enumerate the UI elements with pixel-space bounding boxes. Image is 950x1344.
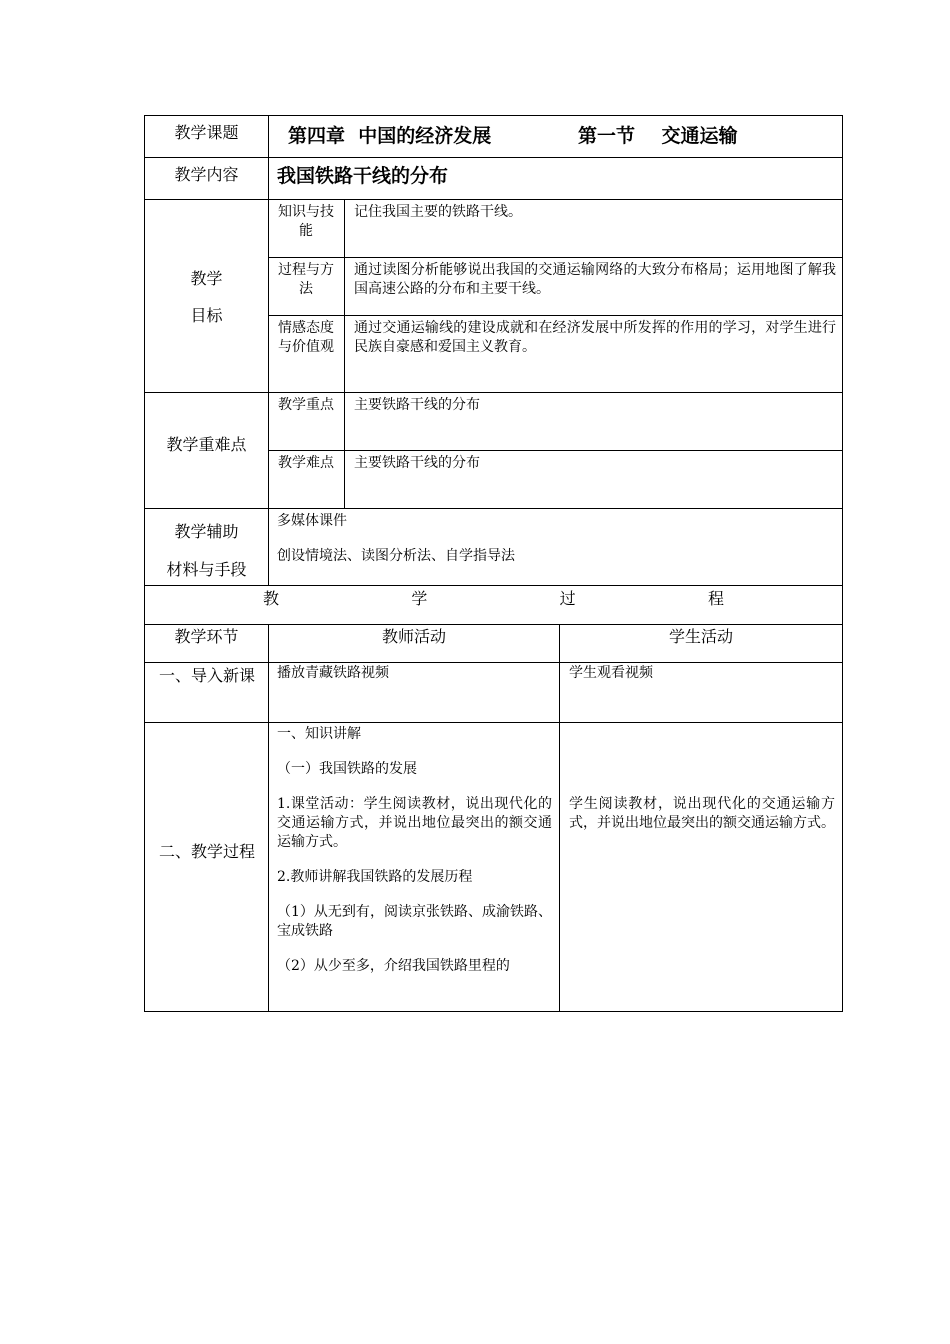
student-activity-intro: 学生观看视频 — [569, 665, 653, 681]
student-activity-process: 学生阅读教材，说出现代化的交通运输方式，并说出地位最突出的额交通运输方式。 — [569, 796, 835, 831]
difficult-point-label: 教学难点 — [278, 455, 334, 471]
difficulty-label: 教学重难点 — [166, 435, 247, 454]
teacher-step-3: 1.课堂活动：学生阅读教材，说出现代化的交通运输方式，并说出地位最突出的额交通运输方式。 — [277, 796, 552, 850]
aids-line2: 创设情境法、读图分析法、自学指导法 — [277, 548, 515, 564]
aids-line1: 多媒体课件 — [277, 513, 347, 529]
content-label: 教学内容 — [174, 165, 239, 184]
col-header-student: 学生活动 — [668, 627, 733, 646]
process-title: 教 学 过 程 — [262, 589, 725, 608]
stage-intro: 一、导入新课 — [158, 666, 255, 685]
objectives-label — [145, 200, 268, 392]
content-value: 我国铁路干线的分布 — [277, 165, 449, 187]
aids-label-line2: 材料与手段 — [166, 560, 247, 579]
teacher-step-2: （一）我国铁路的发展 — [277, 761, 417, 777]
key-point-label: 教学重点 — [278, 397, 334, 413]
aids-label — [145, 509, 268, 585]
teacher-step-6: （2）从少至多，介绍我国铁路里程的 — [277, 958, 510, 974]
col-header-stage: 教学环节 — [174, 627, 239, 646]
topic-section: 第一节 交通运输 — [578, 125, 738, 147]
stage-process: 二、教学过程 — [158, 842, 255, 861]
objective-text-emotion: 通过交通运输线的建设成就和在经济发展中所发挥的作用的学习，对学生进行民族自豪感和爱国主义教育。 — [354, 320, 836, 355]
objective-label-knowledge: 知识与技能 — [278, 204, 334, 239]
col-header-teacher: 教师活动 — [381, 627, 446, 646]
teacher-activity-intro: 播放青藏铁路视频 — [277, 665, 389, 681]
objective-label-emotion: 情感态度与价值观 — [278, 320, 334, 355]
objectives-label-line1: 教学 — [190, 269, 223, 288]
teacher-step-5: （1）从无到有，阅读京张铁路、成渝铁路、宝成铁路 — [277, 904, 552, 939]
teacher-step-1: 一、知识讲解 — [277, 726, 361, 742]
objective-text-process: 通过读图分析能够说出我国的交通运输网络的大致分布格局；运用地图了解我国高速公路的分布和主要干线。 — [354, 262, 836, 297]
topic-label: 教学课题 — [174, 123, 239, 142]
aids-label-line1: 教学辅助 — [174, 522, 239, 541]
teacher-activity-process — [277, 725, 552, 1009]
teacher-step-4: 2.教师讲解我国铁路的发展历程 — [277, 869, 473, 885]
key-point-text: 主要铁路干线的分布 — [354, 397, 480, 413]
difficult-point-text: 主要铁路干线的分布 — [354, 455, 480, 471]
topic-chapter: 第四章 中国的经济发展 — [288, 125, 492, 147]
objective-text-knowledge: 记住我国主要的铁路干线。 — [354, 204, 522, 220]
objective-label-process: 过程与方法 — [278, 262, 334, 297]
objectives-label-line2: 目标 — [190, 306, 223, 325]
